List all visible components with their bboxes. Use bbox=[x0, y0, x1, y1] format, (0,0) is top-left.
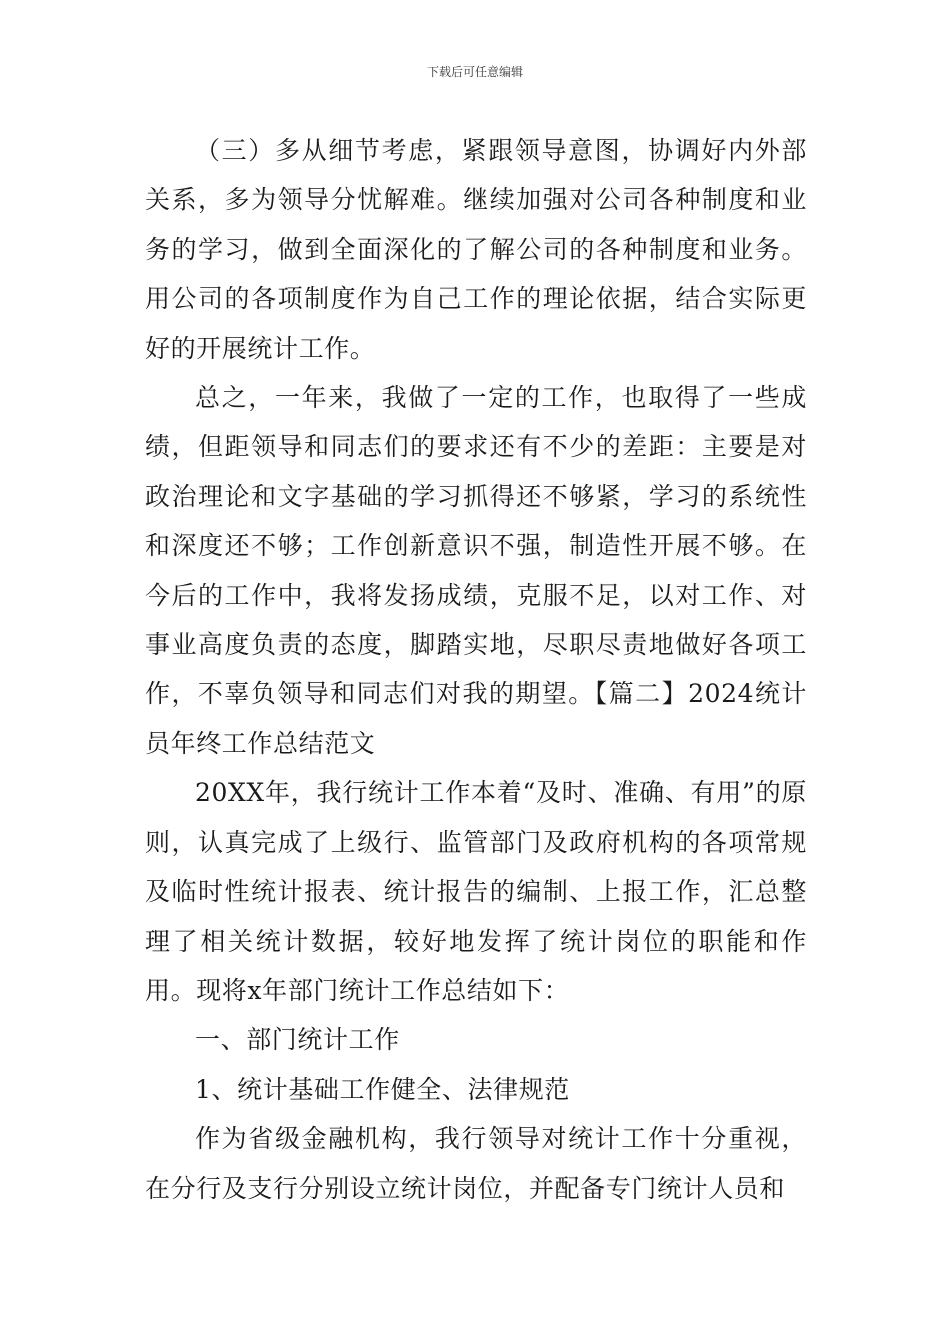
heading-department-statistics: 一、部门统计工作 bbox=[195, 1025, 400, 1055]
subheading-statistics-foundation: 1、统计基础工作健全、法律规范 bbox=[195, 1074, 570, 1104]
paragraph-provincial-institution: 作为省级金融机构，我行领导对统计工作十分重视，在分行及支行分别设立统计岗位，并配备专门统计人员和 bbox=[145, 1124, 807, 1203]
document-body bbox=[145, 126, 807, 1213]
paragraph-summary: 总之，一年来，我做了一定的工作，也取得了一些成绩，但距领导和同志们的要求还有不少的差距：主要是对政治理论和文字基础的学习抓得还不够紧，学习的系统性和深度还不够；工作创新意识不强，制造性开展不够。在今后的工作中，我将发扬成绩，克服不足，以对工作、对事业高度负责的态度，脚踏实地，尽职尽责地做好各项工作，不辜负领导和同志们对我的期望。【篇二】2024统计员年终工作总结范文 bbox=[145, 383, 807, 758]
paragraph-section-three: （三）多从细节考虑，紧跟领导意图，协调好内外部关系，多为领导分忧解难。继续加强对公司各种制度和业务的学习，做到全面深化的了解公司的各种制度和业务。用公司的各项制度作为自己工作的理论依据，结合实际更好的开展统计工作。 bbox=[145, 136, 807, 363]
paragraph-intro-20xx: 20XX年，我行统计工作本着“及时、准确、有用”的原则，认真完成了上级行、监管部门及政府机构的各项常规及临时性统计报表、统计报告的编制、上报工作，汇总整理了相关统计数据，较好地发挥了统计岗位的职能和作用。现将x年部门统计工作总结如下： bbox=[145, 778, 807, 1005]
page-header: 下载后可任意编辑 bbox=[426, 65, 523, 79]
